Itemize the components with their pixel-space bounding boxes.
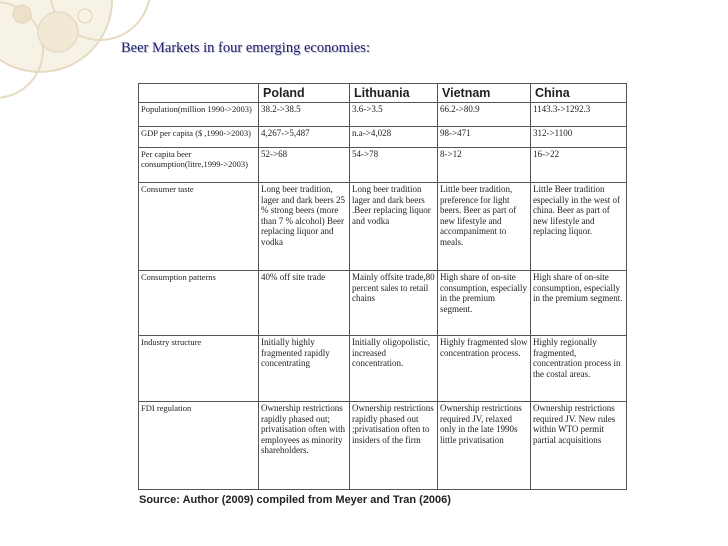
table-cell: 16->22 (531, 148, 627, 183)
table-row (139, 148, 627, 183)
table-cell: 38.2->38.5 (259, 103, 350, 127)
slide-title: Beer Markets in four emerging economies: (121, 40, 370, 56)
row-label: Population(million 1990->2003) (139, 103, 259, 127)
row-label: FDI regulation (139, 402, 259, 490)
table-cell: Ownership restrictions required JV. New rules within WTO permit partial acquisitions (531, 402, 627, 490)
table-cell: Mainly offsite trade,80 percent sales to retail chains (350, 271, 438, 336)
table-row (139, 127, 627, 148)
row-label: Consumer taste (139, 183, 259, 271)
table-row (139, 271, 627, 336)
row-label: GDP per capita ($ ,1990->2003) (139, 127, 259, 148)
source-note: Source: Author (2009) compiled from Meyer and Tran (2006) (139, 494, 451, 506)
header-lithuania: Lithuania (350, 84, 438, 103)
table-row (139, 183, 627, 271)
table-header-row (139, 84, 627, 103)
header-vietnam: Vietnam (438, 84, 531, 103)
table-cell: Ownership restrictions required JV, relaxed only in the late 1990s little privatisation (438, 402, 531, 490)
row-label: Consumption patterns (139, 271, 259, 336)
table-cell: 54->78 (350, 148, 438, 183)
table-cell: 8->12 (438, 148, 531, 183)
table-cell: Initially highly fragmented rapidly concentrating (259, 336, 350, 402)
table-row (139, 336, 627, 402)
table-row (139, 103, 627, 127)
header-poland: Poland (259, 84, 350, 103)
table-cell: Highly regionally fragmented, concentration process in the costal areas. (531, 336, 627, 402)
table-cell: High share of on-site consumption, especially in the premium segment. (531, 271, 627, 336)
table-cell: Initially oligopolistic, increased concentration. (350, 336, 438, 402)
table-cell: Highly fragmented slow concentration process. (438, 336, 531, 402)
table-cell: Ownership restrictions rapidly phased out; privatisation often with employees as minority shareholders. (259, 402, 350, 490)
table-cell: 40% off site trade (259, 271, 350, 336)
table-row (139, 402, 627, 490)
table-cell: High share of on-site consumption, especially in the premium segment. (438, 271, 531, 336)
table-cell: 66.2->80.9 (438, 103, 531, 127)
header-empty (139, 84, 259, 103)
table-cell: 52->68 (259, 148, 350, 183)
table-cell: Little beer tradition, preference for light beers. Beer as part of new lifestyle and accompaniment to meals. (438, 183, 531, 271)
table-cell: 4,267->5,487 (259, 127, 350, 148)
table-cell: Long beer tradition, lager and dark beers 25 % strong beers (more than 7 % alcohol) Beer replacing liquor and vodka (259, 183, 350, 271)
table-cell: 1143.3->1292.3 (531, 103, 627, 127)
table-cell: 3.6->3.5 (350, 103, 438, 127)
table-cell: 312->1100 (531, 127, 627, 148)
table-cell: 98->471 (438, 127, 531, 148)
table-cell: n.a->4,028 (350, 127, 438, 148)
row-label: Industry structure (139, 336, 259, 402)
beer-markets-table (138, 83, 627, 490)
row-label: Per capita beer consumption(litre,1999->2003) (139, 148, 259, 183)
table-cell: Little Beer tradition especially in the west of china. Beer as part of new lifestyle and replacing liquor. (531, 183, 627, 271)
table-cell: Ownership restrictions rapidly phased out ;privatisation often to insiders of the firm (350, 402, 438, 490)
table-cell: Long beer tradition lager and dark beers .Beer replacing liquor and vodka (350, 183, 438, 271)
header-china: China (531, 84, 627, 103)
